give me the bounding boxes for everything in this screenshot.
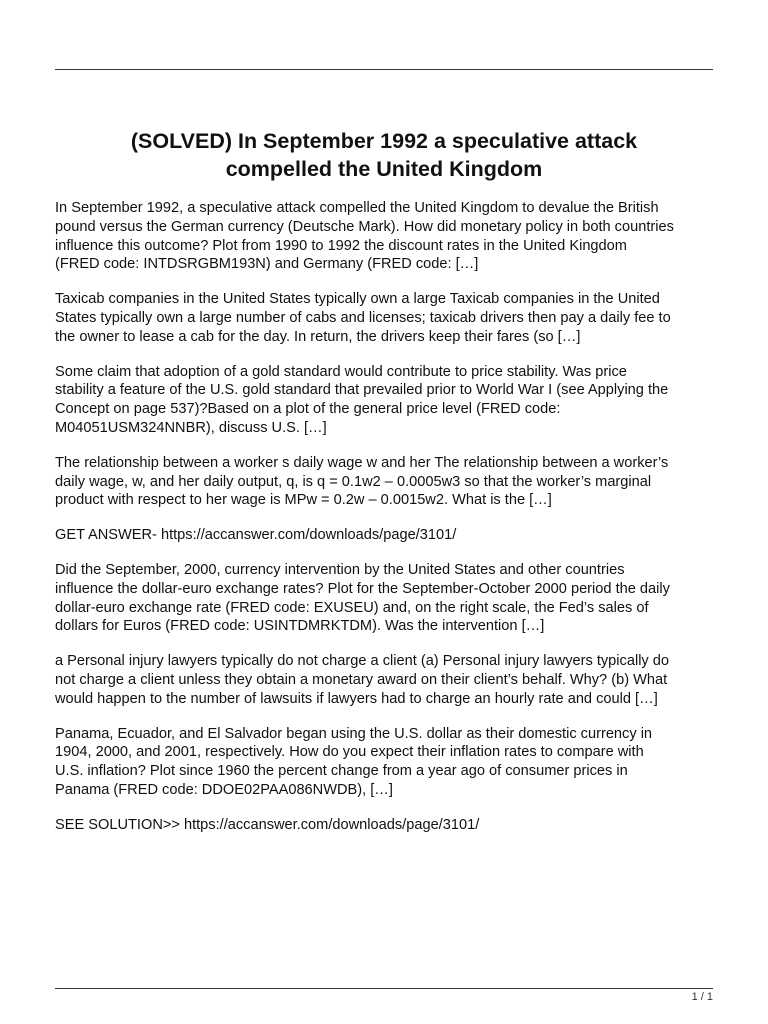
paragraph-taxicab: Taxicab companies in the United States typically own a large Taxicab companies in the United States typically own a large number of cabs and licenses; taxicab drivers then pay a daily fee to the owner to lease a cab for the day. In return, the drivers keep their fares (so […] — [55, 291, 671, 345]
footer-divider — [55, 988, 713, 989]
see-solution-link-text[interactable]: SEE SOLUTION>> https://accanswer.com/downloads/page/3101/ — [55, 816, 480, 833]
header-divider — [55, 69, 713, 70]
paragraph-uk-speculative-attack: In September 1992, a speculative attack compelled the United Kingdom to devalue the British pound versus the German currency (Deutsche Mark). How did monetary policy in both countries influence this outcome? Plot from 1990 to 1992 the discount rates in the United Kingdom (FRED code: INTDSRGBM193N) and Germany (FRED code: […] — [55, 200, 674, 273]
paragraph-worker-wage: The relationship between a worker s daily wage w and her The relationship between a worker’s daily wage, w, and her daily output, q, is q = 0.1w2 – 0.0005w3 so that the worker’s marginal product with respect to her wage is MPw = 0.2w – 0.0015w2. What is the […] — [55, 454, 669, 509]
document-body — [55, 199, 713, 851]
get-answer-link-text[interactable]: GET ANSWER- https://accanswer.com/downloads/page/3101/ — [55, 527, 457, 544]
paragraph-injury-lawyers: a Personal injury lawyers typically do not charge a client (a) Personal injury lawyers typically do not charge a client unless they obtain a monetary award on their client’s behalf. Why? (b) What would happen to the number of lawsuits if lawyers had to charge an hourly rate and could […] — [55, 653, 670, 707]
paragraph-currency-intervention: Did the September, 2000, currency intervention by the United States and other countries influence the dollar-euro exchange rates? Plot for the September-October 2000 period the daily dollar-euro exchange rate (FRED code: EXUSEU) and, on the right scale, the Fed’s sales of dollars for Euros (FRED code: USINTDMRKTDM). Was the intervention […] — [55, 561, 670, 635]
page-number: 1 / 1 — [691, 991, 713, 1003]
paragraph-dollarization: Panama, Ecuador, and El Salvador began using the U.S. dollar as their domestic currency in 1904, 2000, and 2001, respectively. How do you expect their inflation rates to compare with U.S. inflation? Plot since 1960 the percent change from a year ago of consumer prices in Panama (FRED code: DDOE02PAA086NWDB), […] — [55, 725, 653, 798]
document-title: (SOLVED) In September 1992 a speculative attack compelled the United Kingdom — [130, 129, 638, 181]
paragraph-gold-standard: Some claim that adoption of a gold standard would contribute to price stability. Was price stability a feature of the U.S. gold standard that prevailed prior to World War I (see Applying the Concept on page 537)?Based on a plot of the general price level (FRED code: M04051USM324NNBR), discuss U.S. […] — [55, 363, 669, 436]
